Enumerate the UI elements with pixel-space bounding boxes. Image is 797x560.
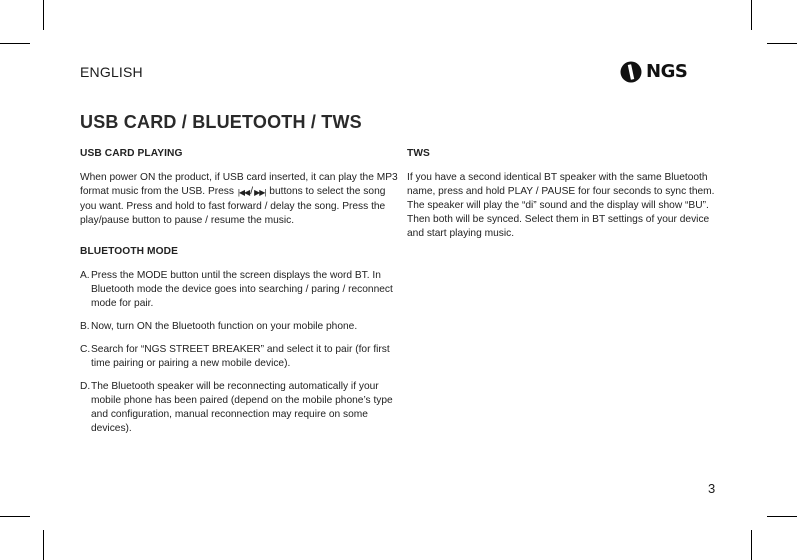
list-item: [80, 320, 400, 334]
slash-separator: /: [250, 186, 254, 197]
bluetooth-section-heading: BLUETOOTH MODE: [80, 246, 178, 257]
list-item: [80, 343, 400, 371]
usb-text-part-1: When power ON the product, if USB card inserted, it can play the MP3 format music from the USB. Press: [80, 172, 398, 197]
step-text: Search for “NGS STREET BREAKER” and select it to pair (for first time pairing or pairing a new mobile device).: [91, 344, 390, 369]
step-label: C.: [80, 344, 91, 355]
step-label: D.: [80, 381, 91, 392]
left-column: [80, 147, 400, 445]
step-text: Now, turn ON the Bluetooth function on your mobile phone.: [91, 321, 358, 332]
brand-name: NGS: [646, 61, 688, 82]
crop-mark: [767, 43, 797, 44]
tws-description: If you have a second identical BT speaker with the same Bluetooth name, press and hold PLAY / PAUSE for four seconds to sync them. The speaker will play the “di” sound and the display will show “BU”. Then both will be synced. Select them in BT settings of your device and start playing music.: [407, 172, 715, 239]
step-text: The Bluetooth speaker will be reconnecting automatically if your mobile phone has been paired (depend on the mobile phone’s type and configuration, manual reconnection may require on some devices).: [91, 381, 393, 434]
crop-mark: [767, 516, 797, 517]
usb-text-part-2: buttons to select the song you want. Press and hold to fast forward / delay the song. Press the play/pause button to pause / resume the music.: [80, 186, 386, 226]
usb-description: [80, 171, 400, 228]
step-label: B.: [80, 321, 90, 332]
language-label: ENGLISH: [80, 64, 143, 80]
right-column: [407, 147, 727, 241]
crop-mark: [43, 0, 44, 30]
next-track-icon: ▶▶|: [254, 188, 266, 197]
crop-mark: [751, 530, 752, 560]
list-item: [80, 380, 400, 436]
list-item: [80, 269, 400, 311]
page-number: 3: [708, 481, 716, 496]
step-label: A.: [80, 270, 90, 281]
brand-logo: [620, 60, 720, 86]
step-text: Press the MODE button until the screen displays the word BT. In Bluetooth mode the device goes into searching / paring / reconnect mode for pair.: [91, 270, 393, 309]
usb-section-heading: USB CARD PLAYING: [80, 148, 183, 159]
tws-section-heading: TWS: [407, 148, 430, 159]
crop-mark: [0, 43, 30, 44]
page-title: USB CARD / BLUETOOTH / TWS: [80, 112, 362, 132]
brand-mark-icon: [620, 61, 642, 83]
previous-track-icon: |◀◀: [237, 188, 250, 197]
crop-mark: [43, 530, 44, 560]
crop-mark: [751, 0, 752, 30]
crop-mark: [0, 516, 30, 517]
